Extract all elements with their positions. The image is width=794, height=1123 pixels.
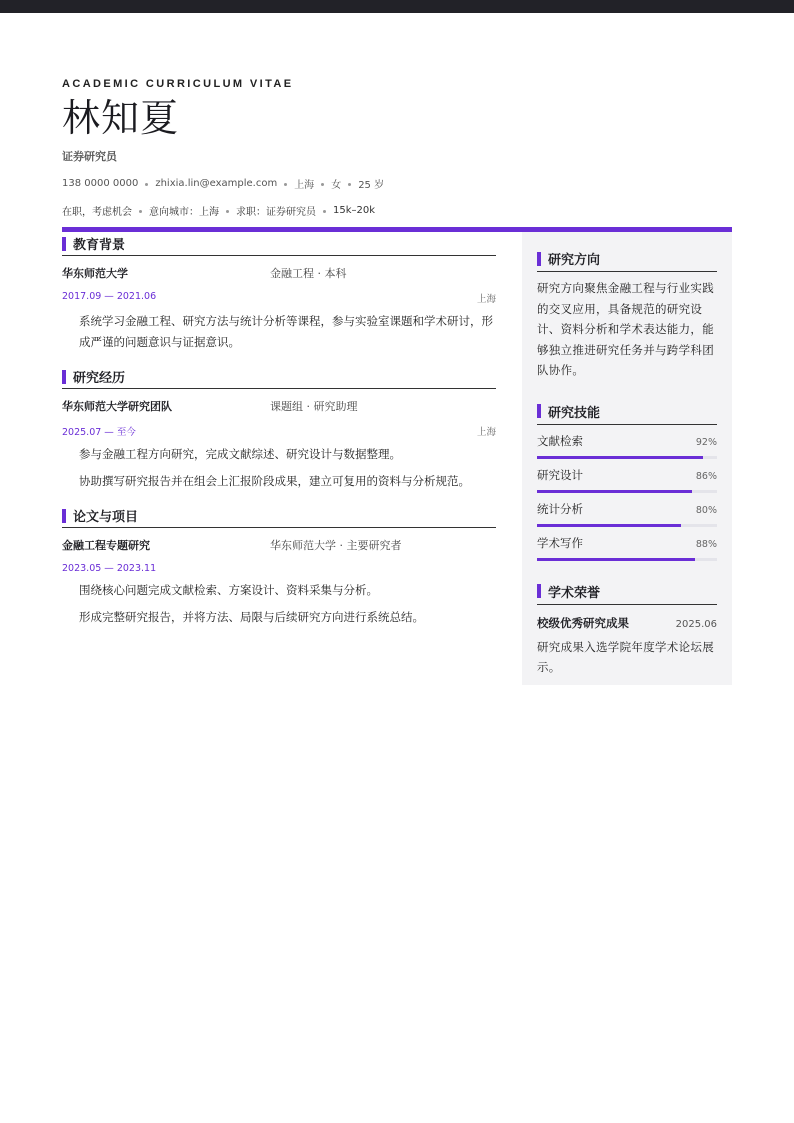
- bullet-item: 参与金融工程方向研究，完成文献综述、研究设计与数据整理。: [79, 447, 401, 461]
- entry-meta: [62, 563, 496, 574]
- skill-name: 研究设计: [537, 467, 583, 482]
- honor-date: 2025.06: [675, 618, 717, 630]
- separator-dot: [284, 183, 287, 186]
- section-header: [537, 579, 717, 605]
- direction-section: [537, 246, 717, 381]
- section-marker: [62, 509, 66, 523]
- section-marker: [537, 584, 541, 598]
- expected-salary: 15k–20k: [333, 205, 376, 216]
- papers-section: [62, 504, 496, 628]
- section-title: 学术荣誉: [548, 585, 601, 601]
- separator-dot: [321, 183, 324, 186]
- skill-bar-track: [537, 558, 717, 561]
- skill-percent: 80%: [695, 504, 717, 516]
- direction-text: 研究方向聚焦金融工程与行业实践的交叉应用，具备规范的研究设计、资料分析和学术表达能力，能够独立推进研究任务并与跨学科团队协作。: [537, 281, 714, 377]
- entry-location: 上海: [476, 427, 496, 438]
- bullet-item: 系统学习金融工程、研究方法与统计分析等课程，参与实验室课题和学术研讨，形成严谨的问题意识与证据意识。: [79, 314, 493, 349]
- sidebar: [522, 232, 732, 685]
- entry-header: [62, 265, 496, 281]
- section-header: [62, 504, 496, 528]
- entry-location: 上海: [476, 294, 496, 305]
- honor-name: 校级优秀研究成果: [537, 615, 629, 630]
- phone: 138 0000 0000: [62, 178, 139, 189]
- entry-date: 2023.05 — 2023.11: [62, 563, 157, 574]
- skill-item: [537, 501, 717, 527]
- honor-desc: 研究成果入选学院年度学术论坛展示。: [537, 639, 714, 674]
- section-title: 教育背景: [73, 238, 126, 253]
- skill-item: [537, 433, 717, 459]
- separator-dot: [226, 210, 229, 213]
- entry-meta: [62, 291, 496, 305]
- candidate-name: 林知夏: [62, 96, 180, 140]
- section-header: [62, 365, 496, 389]
- entry-role: 课题组 · 研究助理: [270, 400, 358, 413]
- skill-name: 统计分析: [537, 501, 583, 516]
- skill-bar-track: [537, 456, 717, 459]
- bullet-item: 围绕核心问题完成文献检索、方案设计、资料采集与分析。: [79, 583, 378, 597]
- skill-bar-fill: [537, 558, 695, 561]
- separator-dot: [348, 183, 351, 186]
- entry-header: [62, 398, 496, 414]
- entry-meta: [62, 424, 496, 438]
- candidate-role: 证券研究员: [62, 150, 117, 163]
- skills-section: [537, 399, 717, 561]
- target-job: 求职：证券研究员: [236, 207, 316, 218]
- cv-header: [62, 78, 732, 218]
- entry-org: 华东师范大学: [62, 267, 128, 280]
- skill-bar-fill: [537, 490, 692, 493]
- entry-org: 金融工程专题研究: [62, 539, 150, 552]
- skill-name: 文献检索: [537, 433, 583, 448]
- age: 25 岁: [358, 180, 385, 191]
- separator-dot: [139, 210, 142, 213]
- research-section: [62, 365, 496, 492]
- entry-date: 2025.07 — 至今: [62, 427, 136, 438]
- section-marker: [62, 370, 66, 384]
- bullet-item: 形成完整研究报告，并将方法、局限与后续研究方向进行系统总结。: [79, 610, 424, 624]
- separator-dot: [323, 210, 326, 213]
- entry-date: 2017.09 — 2021.06: [62, 291, 157, 302]
- top-bar: [0, 0, 794, 13]
- section-header: [537, 399, 717, 425]
- entry-org: 华东师范大学研究团队: [62, 400, 172, 413]
- separator-dot: [145, 183, 148, 186]
- skill-percent: 86%: [695, 470, 717, 482]
- skill-bar-fill: [537, 456, 703, 459]
- entry-bullets: [62, 580, 496, 628]
- education-section: [62, 232, 496, 353]
- skill-bar-fill: [537, 524, 681, 527]
- skill-item: [537, 535, 717, 561]
- gender: 女: [331, 180, 342, 191]
- cv-kicker: ACADEMIC CURRICULUM VITAE: [62, 78, 294, 90]
- honor-header: [537, 615, 717, 631]
- contact-line: [62, 176, 732, 191]
- skill-item: [537, 467, 717, 493]
- entry-role: 华东师范大学 · 主要研究者: [270, 539, 402, 552]
- section-header: [537, 246, 717, 272]
- job-status: 在职，考虑机会: [62, 207, 132, 218]
- target-city: 意向城市：上海: [149, 207, 219, 218]
- section-title: 研究技能: [548, 405, 601, 421]
- entry-bullets: [62, 311, 496, 353]
- section-marker: [537, 404, 541, 418]
- honors-section: [537, 579, 717, 678]
- section-marker: [537, 252, 541, 266]
- bullet-item: 协助撰写研究报告并在组会上汇报阶段成果，建立可复用的资料与分析规范。: [79, 474, 470, 488]
- section-title: 研究经历: [73, 371, 126, 386]
- entry-role: 金融工程 · 本科: [270, 267, 347, 280]
- email: zhixia.lin@example.com: [155, 178, 278, 189]
- section-header: [62, 232, 496, 256]
- main-column: [62, 232, 496, 640]
- section-title: 研究方向: [548, 253, 601, 268]
- skill-bar-track: [537, 490, 717, 493]
- entry-bullets: [62, 444, 496, 492]
- intent-line: [62, 203, 732, 218]
- entry-header: [62, 537, 496, 553]
- city: 上海: [294, 180, 315, 191]
- section-marker: [62, 237, 66, 251]
- skill-bar-track: [537, 524, 717, 527]
- skill-percent: 92%: [695, 436, 717, 448]
- section-title: 论文与项目: [73, 510, 139, 525]
- skill-name: 学术写作: [537, 535, 583, 550]
- skill-percent: 88%: [695, 538, 717, 550]
